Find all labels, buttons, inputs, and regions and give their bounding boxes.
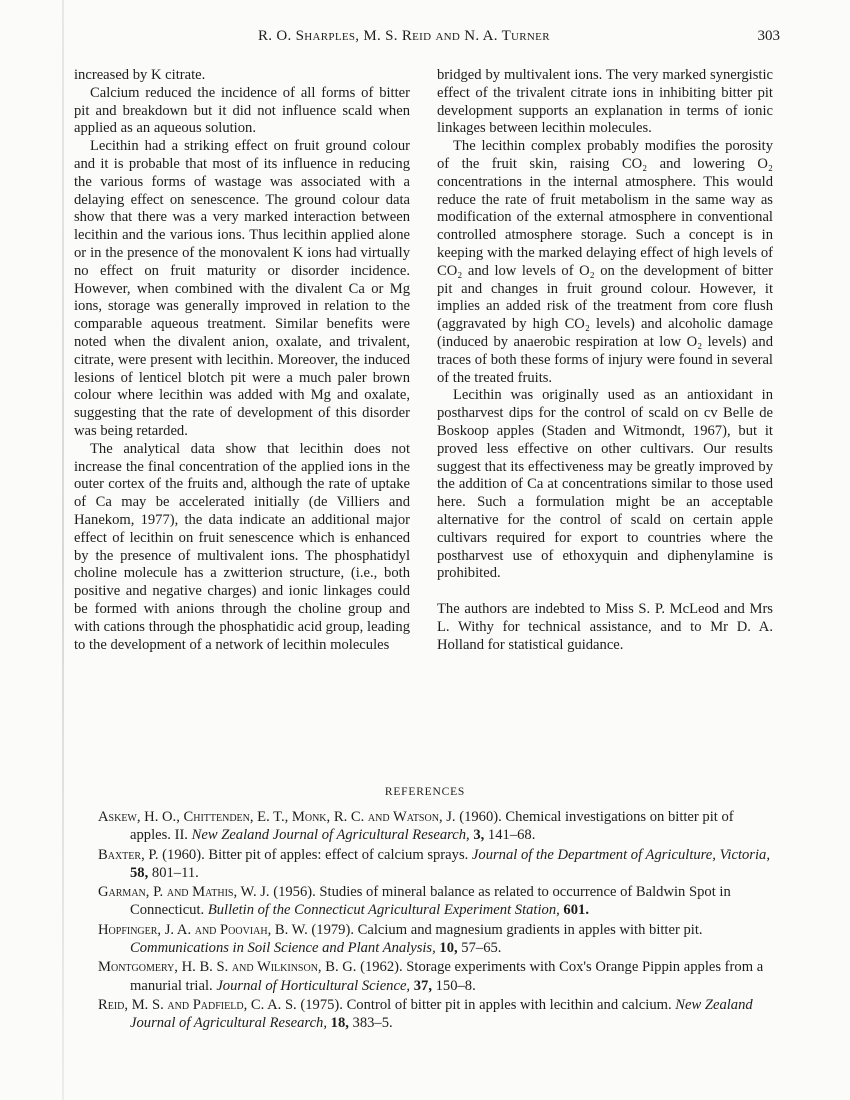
reference-authors: Garman, P. and Mathis, W. J. bbox=[98, 884, 270, 901]
references-heading: REFERENCES bbox=[384, 786, 466, 798]
reference-item bbox=[98, 921, 772, 957]
left-paragraph-4: The analytical data show that lecithin does not increase the final concentration of the applied ions in the outer cortex of the fruits and, although the rate of uptake of Ca may be accelerated initially (de Villiers and Hanekom, 1977), the data indicate an additional major effect of lecithin on fruit senescence which is enhanced by the presence of multivalent ions. The phosphatidyl choline molecule has a zwitterion structure, (i.e., both positive and negative charges) and ionic linkages could be formed with anions through the choline group and with cations through the phosphatidic acid group, leading to the development of a network of lecithin molecules bbox=[74, 440, 410, 653]
reference-title: (1956). Studies of mineral balance as related to occurrence of Baldwin Spot in Connecticut. bbox=[130, 884, 731, 919]
reference-volume: 37, bbox=[410, 977, 432, 994]
reference-item bbox=[98, 996, 772, 1032]
reference-authors: Hopfinger, J. A. and Pooviah, B. W. bbox=[98, 921, 308, 938]
reference-pages: 141–68. bbox=[484, 827, 536, 844]
reference-item bbox=[98, 808, 772, 844]
page-header bbox=[70, 28, 780, 48]
reference-volume: 58, bbox=[130, 864, 149, 881]
reference-journal: Bulletin of the Connecticut Agricultural Experiment Station, bbox=[207, 902, 560, 919]
running-head: R. O. Sharples, M. S. Reid and N. A. Turner bbox=[258, 28, 550, 44]
right-paragraph-2: The lecithin complex probably modifies the porosity of the fruit skin, raising CO₂ and lowering O₂ concentrations in the internal atmosphere. This would reduce the rate of fruit metabolism in the same way as modification of the external atmosphere in conventional controlled atmosphere storage. Such a concept is in keeping with the marked delaying effect of high levels of CO₂ and low levels of O₂ on the development of bitter pit and changes in fruit ground colour. However, it implies an added risk of the treatment from core flush (aggravated by high CO₂ levels) and alcoholic damage (induced by anaerobic respiration at low O₂ levels) and traces of both these forms of injury were found in several of the treated fruits. bbox=[437, 138, 773, 386]
reference-journal: Journal of the Department of Agriculture, Victoria, bbox=[471, 846, 770, 863]
reference-list bbox=[98, 808, 772, 1034]
scan-edge bbox=[62, 0, 64, 1100]
reference-volume: 3, bbox=[469, 827, 485, 844]
right-paragraph-3: Lecithin was originally used as an antioxidant in postharvest dips for the control of scald on cv Belle de Boskoop apples (Staden and Witmondt, 1967), but it proved less effective on other cultivars. Our results suggest that its effectiveness may be greatly improved by the addition of Ca at concentrations similar to those used here. Such a formulation might be an acceptable alternative for the control of scald on certain apple cultivars required for export to countries where the postharvest use of ethoxyquin and diphenylamine is prohibited. bbox=[437, 387, 773, 582]
reference-journal: Journal of Horticultural Science, bbox=[216, 977, 411, 994]
right-column bbox=[437, 67, 773, 655]
reference-item bbox=[98, 883, 772, 919]
reference-title: (1975). Control of bitter pit in apples with lecithin and calcium. bbox=[296, 996, 676, 1013]
right-paragraph-1: bridged by multivalent ions. The very marked synergistic effect of the trivalent citrate ions in inhibiting bitter pit development supports an explanation in terms of ionic linkages between lecithin molecules. bbox=[437, 67, 773, 137]
acknowledgements: The authors are indebted to Miss S. P. McLeod and Mrs L. Withy for technical assistance, and to Mr D. A. Holland for statistical guidance. bbox=[437, 601, 773, 653]
reference-pages: 801–11. bbox=[148, 864, 199, 881]
page-number: 303 bbox=[757, 28, 780, 44]
reference-title: (1960). Chemical investigations on bitter pit of apples. II. bbox=[130, 809, 734, 844]
left-paragraph-3: Lecithin had a striking effect on fruit ground colour and it is probable that most of its influence in reducing the various forms of wastage was associated with a delaying effect on senescence. The ground colour data show that there was a very marked interaction between lecithin and the various ions. Thus lecithin applied alone or in the presence of the monovalent K ions had virtually no effect on fruit maturity or disorder incidence. However, when combined with the divalent Ca or Mg ions, storage was generally improved in relation to the comparable aqueous treatment. Similar benefits were noted when the divalent anion, oxalate, and trivalent, citrate, were present with lecithin. Moreover, the induced lesions of lenticel blotch pit were a much paler brown colour where lecithin was added with Mg and oxalate, suggesting that the rate of development of this disorder was being retarded. bbox=[74, 138, 410, 439]
left-column bbox=[74, 67, 410, 654]
reference-journal: New Zealand Journal of Agricultural Research, bbox=[130, 996, 753, 1032]
reference-pages: 383–5. bbox=[348, 1015, 393, 1032]
reference-authors: Baxter, P. bbox=[98, 846, 159, 863]
left-paragraph-1: increased by K citrate. bbox=[74, 67, 206, 83]
reference-item bbox=[98, 846, 772, 882]
reference-volume: 18, bbox=[327, 1015, 349, 1032]
reference-title: (1962). Storage experiments with Cox's Orange Pippin apples from a manurial trial. bbox=[130, 959, 764, 994]
left-paragraph-2: Calcium reduced the incidence of all forms of bitter pit and breakdown but it did not influence scald when applied as an aqueous solution. bbox=[74, 84, 410, 137]
reference-authors: Reid, M. S. and Padfield, C. A. S. bbox=[98, 996, 297, 1013]
reference-authors: Montgomery, H. B. S. and Wilkinson, B. G. bbox=[98, 959, 357, 976]
reference-journal: Communications in Soil Science and Plant Analysis, bbox=[130, 939, 436, 956]
reference-title: (1960). Bitter pit of apples: effect of calcium sprays. bbox=[158, 846, 472, 863]
reference-item bbox=[98, 958, 772, 994]
reference-title: (1979). Calcium and magnesium gradients in apples with bitter pit. bbox=[307, 921, 703, 938]
reference-volume: 601. bbox=[559, 902, 589, 919]
reference-pages: 150–8. bbox=[431, 977, 476, 994]
reference-pages: 57–65. bbox=[457, 939, 502, 956]
reference-journal: New Zealand Journal of Agricultural Research, bbox=[191, 827, 470, 844]
reference-volume: 10, bbox=[435, 939, 458, 956]
reference-authors: Askew, H. O., Chittenden, E. T., Monk, R. C. and Watson, J. bbox=[98, 809, 456, 825]
